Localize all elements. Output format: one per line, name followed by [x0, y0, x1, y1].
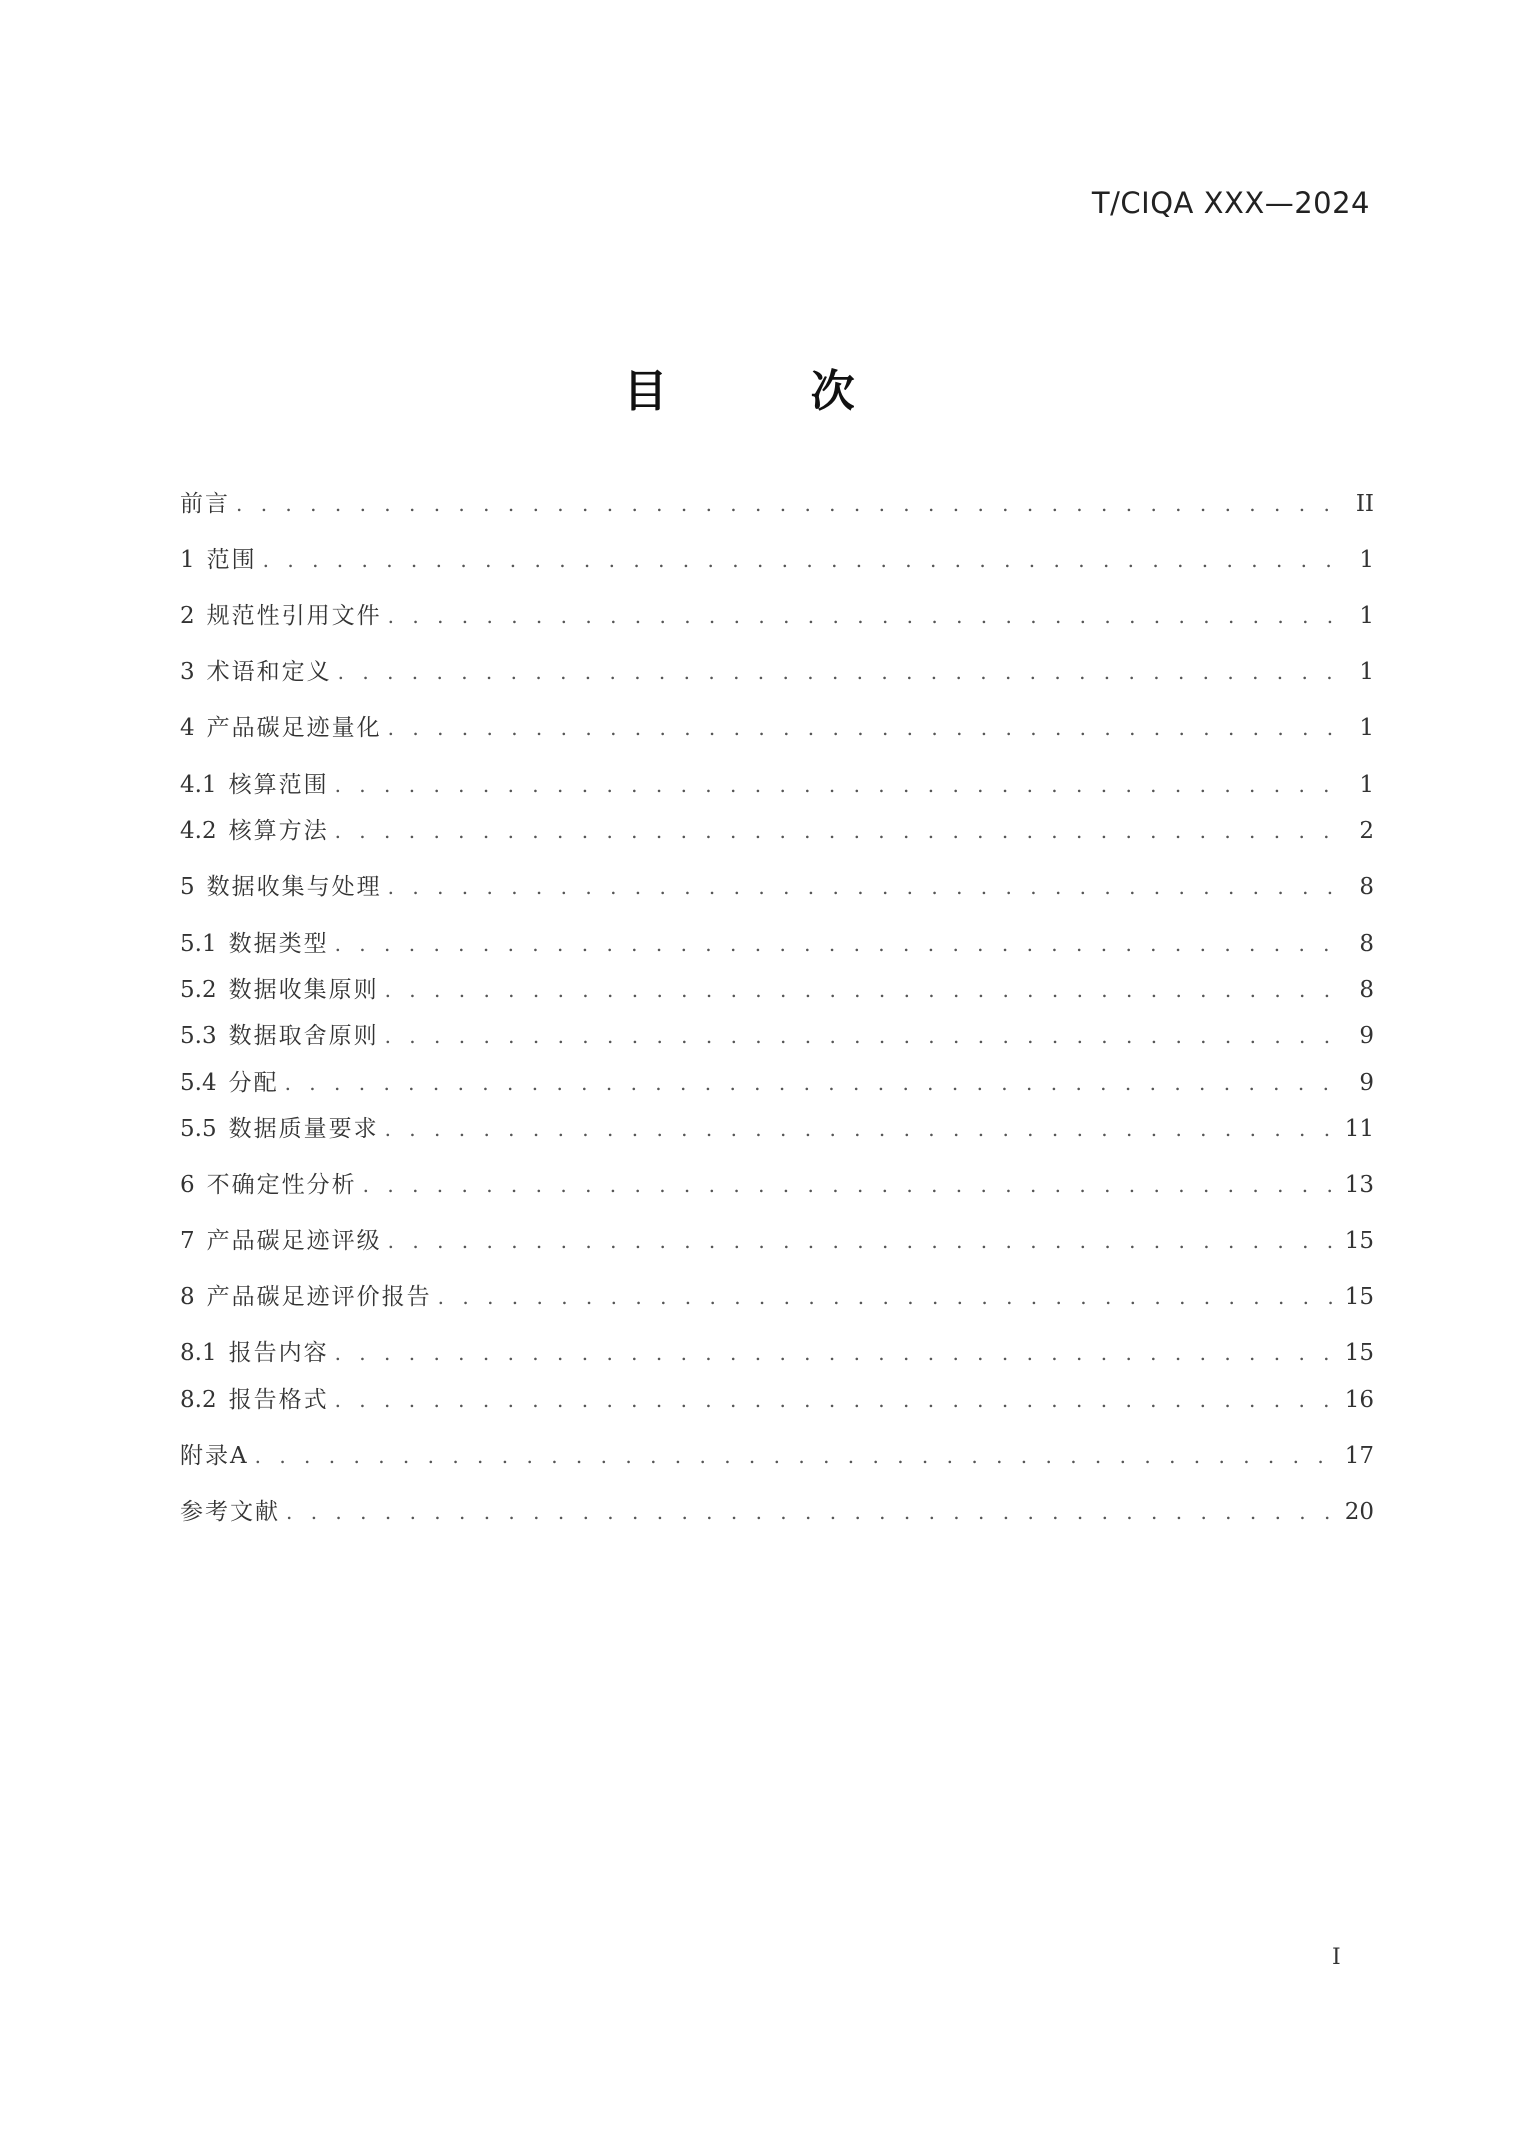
toc-entry-number: 8 [180, 1284, 195, 1310]
toc-entry-5-3[interactable] [180, 1019, 1374, 1053]
toc-title: 目 次 [623, 366, 919, 417]
toc-entry-page: 8 [1359, 977, 1374, 1003]
toc-entry-5-5[interactable] [180, 1112, 1374, 1146]
toc-entry-page: 15 [1344, 1284, 1374, 1310]
toc-entry-number: 3 [180, 659, 195, 685]
toc-entry-label: 分配 [228, 1070, 279, 1096]
toc-leader-dots [438, 1280, 1339, 1314]
toc-entry-1[interactable] [180, 543, 1374, 577]
toc-entry-6[interactable] [180, 1168, 1374, 1202]
toc-entry-5-2[interactable] [180, 973, 1374, 1007]
toc-entry-page: 8 [1359, 874, 1374, 900]
toc-entry-number: 1 [180, 547, 195, 573]
toc-leader-dots [385, 973, 1348, 1007]
toc-entry-label: 产品碳足迹评价报告 [206, 1284, 432, 1310]
toc-entry-label: 报告内容 [228, 1340, 329, 1366]
toc-entry-number: 4 [180, 715, 195, 741]
toc-entry-number: 2 [180, 603, 195, 629]
toc-entry-page: 8 [1359, 931, 1374, 957]
toc-entry-page: 2 [1359, 818, 1374, 844]
toc-entry-page: 1 [1359, 659, 1374, 685]
toc-entry-number: 5.4 [180, 1070, 217, 1096]
toc-entry-number: 4.1 [180, 772, 217, 798]
toc-entry-5-1[interactable] [180, 927, 1374, 961]
document-code: T/CIQA XXX—2024 [1091, 186, 1370, 220]
toc-entry-references[interactable] [180, 1495, 1374, 1529]
toc-entry-number: 5.1 [180, 931, 217, 957]
toc-entry-label: 数据类型 [228, 931, 329, 957]
toc-entry-page: II [1355, 491, 1374, 517]
toc-entry-label: 术语和定义 [206, 659, 332, 685]
toc-entry-5-4[interactable] [180, 1066, 1374, 1100]
toc-entry-number: 7 [180, 1228, 195, 1254]
toc-leader-dots [335, 1383, 1339, 1417]
toc-entry-label: 附录A [180, 1443, 249, 1469]
toc-leader-dots [236, 487, 1348, 521]
toc-entry-label: 产品碳足迹评级 [206, 1228, 382, 1254]
toc-leader-dots [385, 1112, 1339, 1146]
toc-leader-dots [255, 1439, 1339, 1473]
toc-entry-preface[interactable] [180, 487, 1374, 521]
toc-entry-8-1[interactable] [180, 1336, 1374, 1370]
toc-entry-number: 5.5 [180, 1116, 217, 1142]
toc-entry-4-2[interactable] [180, 814, 1374, 848]
toc-entry-label: 核算方法 [228, 818, 329, 844]
toc-entry-2[interactable] [180, 599, 1374, 633]
toc-entry-label: 数据收集原则 [228, 977, 379, 1003]
toc-leader-dots [263, 543, 1348, 577]
toc-entry-label: 数据收集与处理 [206, 874, 382, 900]
toc-leader-dots [335, 768, 1348, 802]
toc-entry-number: 6 [180, 1172, 195, 1198]
toc-entry-page: 13 [1344, 1172, 1374, 1198]
toc-entry-label: 不确定性分析 [206, 1172, 357, 1198]
toc-entry-page: 11 [1344, 1116, 1374, 1142]
toc-entry-page: 1 [1359, 603, 1374, 629]
toc-entry-page: 1 [1359, 772, 1374, 798]
toc-entry-label: 产品碳足迹量化 [206, 715, 382, 741]
toc-entry-number: 5 [180, 874, 195, 900]
toc-entry-7[interactable] [180, 1224, 1374, 1258]
page-number: I [1332, 1945, 1341, 1970]
toc-entry-page: 15 [1344, 1340, 1374, 1366]
toc-entry-page: 17 [1344, 1443, 1374, 1469]
toc-entry-label: 规范性引用文件 [206, 603, 382, 629]
toc-leader-dots [338, 655, 1348, 689]
toc-entry-4-1[interactable] [180, 768, 1374, 802]
toc-leader-dots [285, 1066, 1348, 1100]
toc-entry-label: 数据质量要求 [228, 1116, 379, 1142]
toc-leader-dots [385, 1019, 1348, 1053]
toc-leader-dots [335, 1336, 1339, 1370]
toc-leader-dots [335, 814, 1348, 848]
toc-entry-8[interactable] [180, 1280, 1374, 1314]
toc-leader-dots [388, 599, 1348, 633]
toc-entry-label: 范围 [206, 547, 257, 573]
toc-entry-number: 5.2 [180, 977, 217, 1003]
toc-entry-page: 9 [1359, 1023, 1374, 1049]
toc-leader-dots [335, 927, 1348, 961]
toc-entry-label: 前言 [180, 491, 230, 517]
toc-entry-5[interactable] [180, 870, 1374, 904]
toc-entry-page: 20 [1344, 1499, 1374, 1525]
toc-leader-dots [363, 1168, 1339, 1202]
toc-entry-page: 15 [1344, 1228, 1374, 1254]
toc-entry-label: 报告格式 [228, 1387, 329, 1413]
toc-entry-number: 8.1 [180, 1340, 217, 1366]
toc-entry-8-2[interactable] [180, 1383, 1374, 1417]
toc-entry-number: 8.2 [180, 1387, 217, 1413]
toc-entry-page: 9 [1359, 1070, 1374, 1096]
toc-leader-dots [388, 870, 1348, 904]
toc-leader-dots [388, 1224, 1339, 1258]
toc-entry-appendix-a[interactable] [180, 1439, 1374, 1473]
toc-leader-dots [388, 711, 1348, 745]
toc-entry-label: 核算范围 [228, 772, 329, 798]
toc-entry-3[interactable] [180, 655, 1374, 689]
toc-entry-label: 数据取舍原则 [228, 1023, 379, 1049]
toc-entry-page: 1 [1359, 715, 1374, 741]
toc-entry-page: 16 [1344, 1387, 1374, 1413]
toc-entry-number: 5.3 [180, 1023, 217, 1049]
toc-entry-label: 参考文献 [180, 1499, 280, 1525]
toc-entry-number: 4.2 [180, 818, 217, 844]
toc-leader-dots [286, 1495, 1339, 1529]
toc-entry-4[interactable] [180, 711, 1374, 745]
toc-entry-page: 1 [1359, 547, 1374, 573]
